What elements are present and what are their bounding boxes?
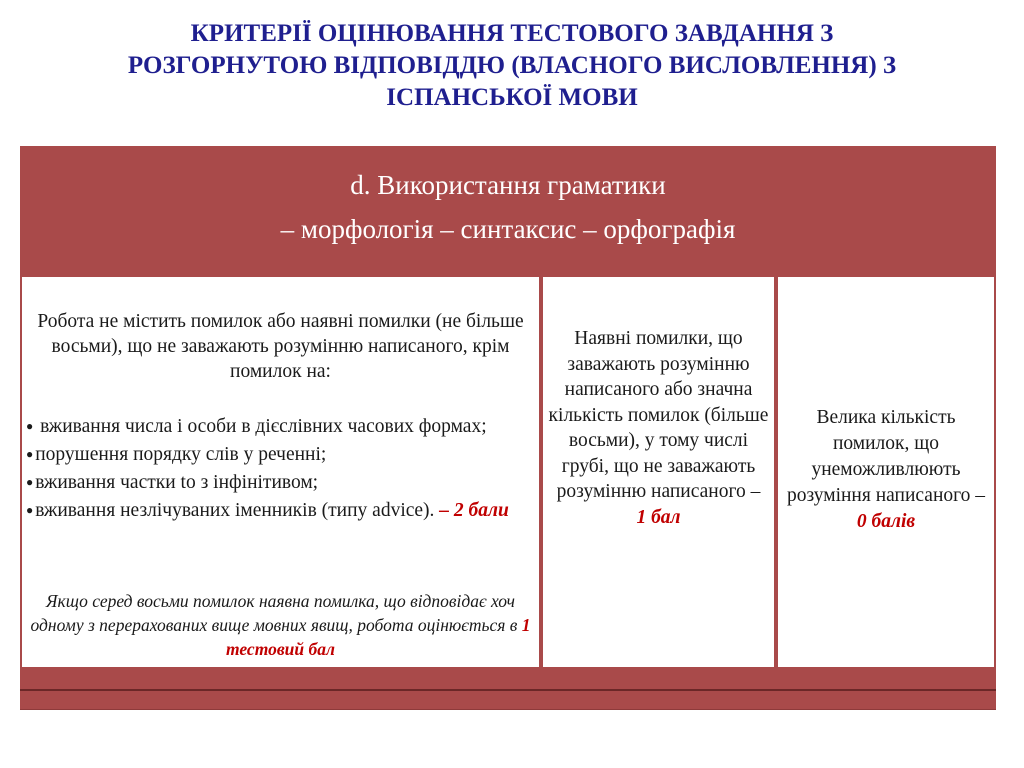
table-shadow-line — [20, 689, 996, 691]
criteria-cell-0-points — [778, 277, 994, 667]
criteria-cell-2-points — [22, 277, 539, 667]
list-item: ● порушення порядку слів у реченні; — [26, 444, 327, 465]
title-line-2: РОЗГОРНУТОЮ ВІДПОВІДДЮ (ВЛАСНОГО ВИСЛОВЛЕННЯ) З — [127, 52, 897, 79]
cell-1-intro: Робота не містить помилок або наявні помилки (не більше восьми), що не заважають розумінню написаного, крім помилок на: — [37, 311, 524, 382]
score-2-points: – 2 бали — [439, 500, 509, 521]
criteria-cell-1-point — [543, 277, 774, 667]
score-0-points: 0 балів — [856, 511, 916, 532]
list-item: ● вживання числа і особи в дієслівних часових формах; — [26, 416, 487, 437]
list-item: ● вживання незлічуваних іменників (типу advice). – 2 бали — [26, 500, 509, 521]
header-subtitle: – морфологія – синтаксис – орфографія — [280, 214, 736, 244]
cell-2-text: Наявні помилки, що заважають розумінню написаного або значна кількість помилок (більше восьми), у тому числі грубі, що не заважають розумінню написаного – 1 бал — [543, 326, 774, 530]
title-line-3: ІСПАНСЬКОЇ МОВИ — [386, 84, 638, 111]
header-title: d. Використання граматики — [350, 170, 666, 200]
bullet-icon: ● — [26, 419, 34, 433]
list-item: ● вживання частки to з інфінітивом; — [26, 472, 319, 493]
error-list — [26, 414, 531, 523]
table-header — [20, 146, 996, 274]
score-1-point: 1 бал — [636, 506, 681, 528]
score-1-test-point: 1 тестовий бал — [226, 615, 531, 659]
bullet-icon: ● — [26, 475, 34, 489]
title-line-1: КРИТЕРІЇ ОЦІНЮВАННЯ ТЕСТОВОГО ЗАВДАННЯ З — [190, 20, 834, 47]
cell-1-note: Якщо серед восьми помилок наявна помилка, що відповідає хоч одному з перерахованих вище мовних явищ, робота оцінюється в 1 тестовий бал — [30, 591, 531, 659]
bullet-icon: ● — [26, 503, 34, 517]
slide-title — [40, 18, 984, 114]
bullet-icon: ● — [26, 447, 34, 461]
cell-3-text: Велика кількість помилок, що унеможливлюють розуміння написаного – 0 балів — [778, 405, 994, 535]
